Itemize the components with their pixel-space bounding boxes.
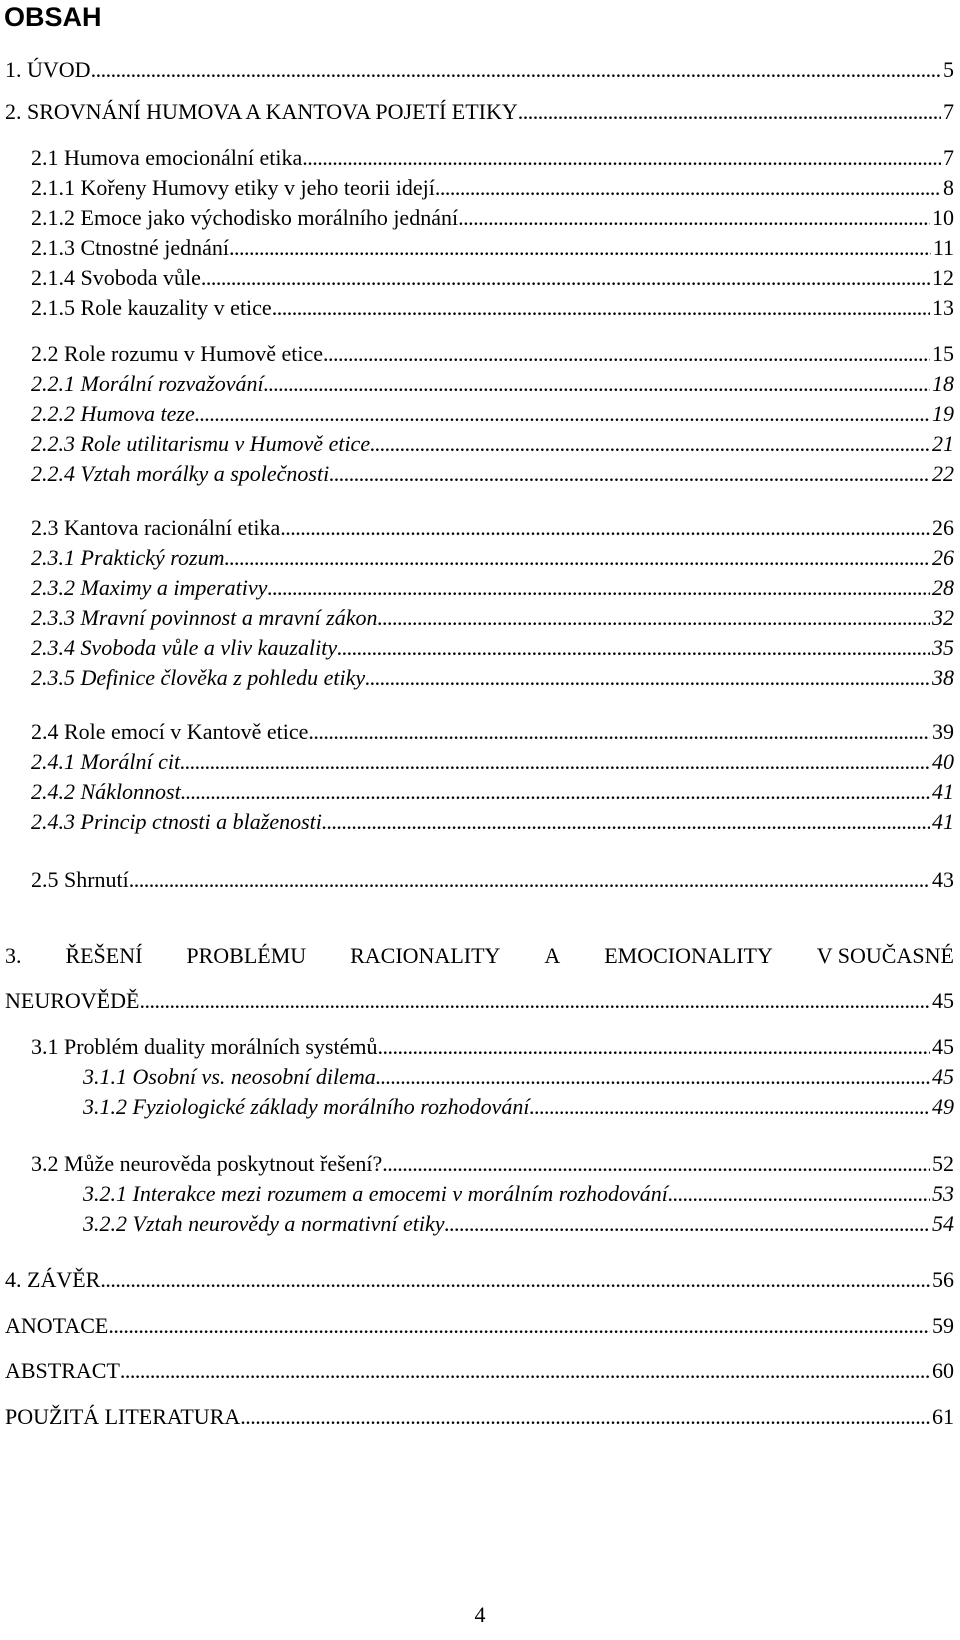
toc-dot-leader bbox=[377, 603, 930, 633]
toc-entry-title: 2.3.1 Praktický rozum bbox=[31, 545, 225, 570]
toc-entry[interactable] bbox=[83, 1062, 954, 1092]
toc-entry[interactable] bbox=[31, 543, 954, 573]
toc-word: 3. bbox=[5, 943, 22, 968]
toc-word: A bbox=[544, 943, 561, 968]
toc-entry-title: 2. SROVNÁNÍ HUMOVA A KANTOVA POJETÍ ETIKY bbox=[5, 99, 518, 124]
toc-entry-title: 2.3 Kantova racionální etika bbox=[31, 515, 281, 540]
toc-dot-leader bbox=[382, 1149, 930, 1179]
toc-entry-page: 28 bbox=[932, 575, 954, 600]
toc-dot-leader bbox=[308, 717, 930, 747]
toc-entry-title: POUŽITÁ LITERATURA bbox=[5, 1404, 241, 1429]
toc-entry[interactable] bbox=[5, 1402, 954, 1432]
toc-dot-leader bbox=[91, 55, 941, 85]
toc-entry-page: 52 bbox=[932, 1151, 954, 1176]
toc-entry-title: 2.2 Role rozumu v Humově etice bbox=[31, 341, 324, 366]
toc-entry-page: 8 bbox=[943, 175, 954, 200]
toc-entry[interactable] bbox=[31, 633, 954, 663]
toc-entry[interactable] bbox=[31, 293, 954, 323]
toc-dot-leader bbox=[529, 1092, 930, 1122]
toc-dot-leader bbox=[668, 1179, 930, 1209]
toc-entry-title: 2.1 Humova emocionální etika bbox=[31, 145, 303, 170]
toc-entry[interactable] bbox=[31, 399, 954, 429]
page-number: 4 bbox=[474, 1602, 486, 1627]
toc-entry-page: 15 bbox=[932, 341, 954, 366]
toc-entry-page: 19 bbox=[932, 401, 954, 426]
toc-entry-title: NEUROVĚDĚ bbox=[5, 988, 140, 1013]
toc-entry-title: 2.4.1 Morální cit bbox=[31, 749, 181, 774]
toc-dot-leader bbox=[370, 429, 930, 459]
toc-dot-leader bbox=[377, 1032, 930, 1062]
toc-entry-title: 2.1.3 Ctnostné jednání bbox=[31, 235, 229, 260]
toc-entry-title: 4. ZÁVĚR bbox=[5, 1267, 101, 1292]
toc-entry-title: 2.4 Role emocí v Kantově etice bbox=[31, 719, 309, 744]
toc-entry[interactable] bbox=[31, 369, 954, 399]
toc-dot-leader bbox=[195, 399, 930, 429]
toc-word: RACIONALITY bbox=[350, 943, 501, 968]
toc-entry[interactable] bbox=[31, 807, 954, 837]
toc-entry-page: 18 bbox=[932, 371, 954, 396]
toc-entry-title: 3.1 Problém duality morálních systémů bbox=[31, 1034, 378, 1059]
toc-dot-leader bbox=[322, 807, 930, 837]
toc-word: ŘEŠENÍ bbox=[65, 943, 143, 968]
toc-entry-page: 53 bbox=[932, 1181, 954, 1206]
toc-entry-title: 1. ÚVOD bbox=[5, 57, 91, 82]
toc-entry[interactable] bbox=[5, 986, 954, 1016]
toc-entry[interactable] bbox=[5, 1311, 954, 1341]
toc-entry[interactable] bbox=[83, 1179, 954, 1209]
toc-entry-page: 7 bbox=[943, 145, 954, 170]
toc-dot-leader bbox=[267, 573, 930, 603]
toc-entry-page: 43 bbox=[932, 867, 954, 892]
toc-entry-page: 49 bbox=[932, 1094, 954, 1119]
toc-dot-leader bbox=[337, 633, 930, 663]
toc-dot-leader bbox=[120, 1356, 930, 1386]
toc-entry-page: 61 bbox=[932, 1404, 954, 1429]
toc-entry-title: 3.2.1 Interakce mezi rozumem a emocemi v morálním rozhodování bbox=[83, 1181, 668, 1206]
toc-dot-leader bbox=[365, 663, 930, 693]
toc-entry-page: 13 bbox=[932, 295, 954, 320]
toc-entry-page: 35 bbox=[932, 635, 954, 660]
toc-entry[interactable] bbox=[31, 1032, 954, 1062]
toc-entry-page: 45 bbox=[932, 1034, 954, 1059]
toc-dot-leader bbox=[108, 1311, 930, 1341]
toc-entry-title: 2.3.4 Svoboda vůle a vliv kauzality bbox=[31, 635, 338, 660]
toc-entry[interactable] bbox=[31, 663, 954, 693]
toc-entry[interactable] bbox=[5, 55, 954, 85]
toc-word: EMOCIONALITY bbox=[604, 943, 773, 968]
toc-entry[interactable] bbox=[83, 1209, 954, 1239]
toc-entry-page: 26 bbox=[932, 515, 954, 540]
toc-entry[interactable] bbox=[31, 513, 954, 543]
toc-entry-title: 2.3.3 Mravní povinnost a mravní zákon bbox=[31, 605, 378, 630]
toc-entry-title: 3.2.2 Vztah neurovědy a normativní etiky bbox=[83, 1211, 445, 1236]
toc-entry-page: 26 bbox=[932, 545, 954, 570]
toc-dot-leader bbox=[329, 459, 930, 489]
toc-entry[interactable] bbox=[31, 203, 954, 233]
toc-entry-title: 3.1.2 Fyziologické základy morálního rozhodování bbox=[83, 1094, 530, 1119]
toc-word: V SOUČASNÉ bbox=[816, 943, 954, 968]
toc-entry-page: 21 bbox=[932, 431, 954, 456]
toc-entry[interactable] bbox=[5, 97, 954, 127]
toc-entry-title: 2.1.2 Emoce jako východisko morálního jednání bbox=[31, 205, 459, 230]
toc-entry[interactable] bbox=[31, 747, 954, 777]
toc-entry[interactable] bbox=[31, 429, 954, 459]
toc-entry[interactable] bbox=[83, 1092, 954, 1122]
toc-entry-page: 56 bbox=[932, 1267, 954, 1292]
page-title: OBSAH bbox=[4, 2, 102, 32]
toc-entry-page: 7 bbox=[943, 99, 954, 124]
toc-entry-title: 2.5 Shrnutí bbox=[31, 867, 129, 892]
toc-entry-title: 2.2.4 Vztah morálky a společnosti bbox=[31, 461, 330, 486]
toc-dot-leader bbox=[224, 543, 930, 573]
toc-entry-page: 41 bbox=[932, 809, 954, 834]
toc-entry[interactable] bbox=[31, 339, 954, 369]
toc-entry-page: 54 bbox=[932, 1211, 954, 1236]
toc-word: PROBLÉMU bbox=[186, 943, 307, 968]
toc-entry[interactable] bbox=[31, 777, 954, 807]
toc-entry-title: 2.1.5 Role kauzality v etice bbox=[31, 295, 272, 320]
toc-entry-title: 2.4.3 Princip ctnosti a blaženosti bbox=[31, 809, 322, 834]
toc-entry[interactable] bbox=[31, 143, 954, 173]
toc-dot-leader bbox=[272, 293, 930, 323]
toc-entry-title: 2.1.1 Kořeny Humovy etiky v jeho teorii idejí bbox=[31, 175, 435, 200]
toc-entry[interactable] bbox=[31, 233, 954, 263]
toc-dot-leader bbox=[139, 986, 930, 1016]
toc-entry-page: 59 bbox=[932, 1313, 954, 1338]
toc-dot-leader bbox=[518, 97, 941, 127]
toc-entry-title: 2.3.2 Maximy a imperativy bbox=[31, 575, 268, 600]
toc-entry[interactable] bbox=[31, 717, 954, 747]
toc-entry-title: 2.2.2 Humova teze bbox=[31, 401, 195, 426]
toc-entry-title: 2.3.5 Definice člověka z pohledu etiky bbox=[31, 665, 366, 690]
toc-entry-page: 22 bbox=[932, 461, 954, 486]
toc-dot-leader bbox=[323, 339, 930, 369]
toc-entry-page: 11 bbox=[932, 235, 954, 260]
toc-entry-page: 38 bbox=[932, 665, 954, 690]
toc-dot-leader bbox=[435, 173, 941, 203]
toc-entry-page: 5 bbox=[943, 57, 954, 82]
toc-dot-leader bbox=[264, 369, 930, 399]
toc-dot-leader bbox=[458, 203, 930, 233]
toc-entry-title: 3.2 Může neurověda poskytnout řešení? bbox=[31, 1151, 383, 1176]
toc-entry-title: 2.2.3 Role utilitarismu v Humově etice bbox=[31, 431, 371, 456]
toc-entry-page: 32 bbox=[932, 605, 954, 630]
toc-entry[interactable] bbox=[31, 263, 954, 293]
toc-entry-page: 45 bbox=[932, 1064, 954, 1089]
toc-dot-leader bbox=[129, 865, 930, 895]
toc-entry-page: 12 bbox=[932, 265, 954, 290]
toc-dot-leader bbox=[376, 1062, 930, 1092]
toc-dot-leader bbox=[201, 263, 930, 293]
toc-entry-wrapped-title[interactable] bbox=[5, 941, 954, 971]
toc-entry[interactable] bbox=[31, 865, 954, 895]
toc-dot-leader bbox=[240, 1402, 930, 1432]
toc-dot-leader bbox=[100, 1265, 930, 1295]
toc-entry[interactable] bbox=[31, 1149, 954, 1179]
toc-entry[interactable] bbox=[5, 1356, 954, 1386]
toc-entry-title: 2.1.4 Svoboda vůle bbox=[31, 265, 201, 290]
toc-entry-title: ABSTRACT bbox=[5, 1358, 120, 1383]
toc-dot-leader bbox=[180, 747, 930, 777]
toc-entry-title: ANOTACE bbox=[5, 1313, 109, 1338]
toc-dot-leader bbox=[445, 1209, 931, 1239]
toc-dot-leader bbox=[280, 513, 930, 543]
toc-entry[interactable] bbox=[31, 603, 954, 633]
toc-dot-leader bbox=[181, 777, 930, 807]
toc-dot-leader bbox=[302, 143, 941, 173]
toc-entry[interactable] bbox=[5, 1265, 954, 1295]
toc-entry-page: 41 bbox=[932, 779, 954, 804]
toc-entry-title: 2.2.1 Morální rozvažování bbox=[31, 371, 264, 396]
toc-dot-leader bbox=[229, 233, 931, 263]
toc-entry[interactable] bbox=[31, 459, 954, 489]
toc-entry[interactable] bbox=[31, 573, 954, 603]
toc-entry-page: 45 bbox=[932, 988, 954, 1013]
toc-entry[interactable] bbox=[31, 173, 954, 203]
toc-entry-title: 3.1.1 Osobní vs. neosobní dilema bbox=[83, 1064, 376, 1089]
toc-entry-page: 60 bbox=[932, 1358, 954, 1383]
toc-entry-page: 10 bbox=[932, 205, 954, 230]
toc-entry-title: 2.4.2 Náklonnost bbox=[31, 779, 181, 804]
toc-entry-page: 40 bbox=[932, 749, 954, 774]
toc-entry-page: 39 bbox=[932, 719, 954, 744]
